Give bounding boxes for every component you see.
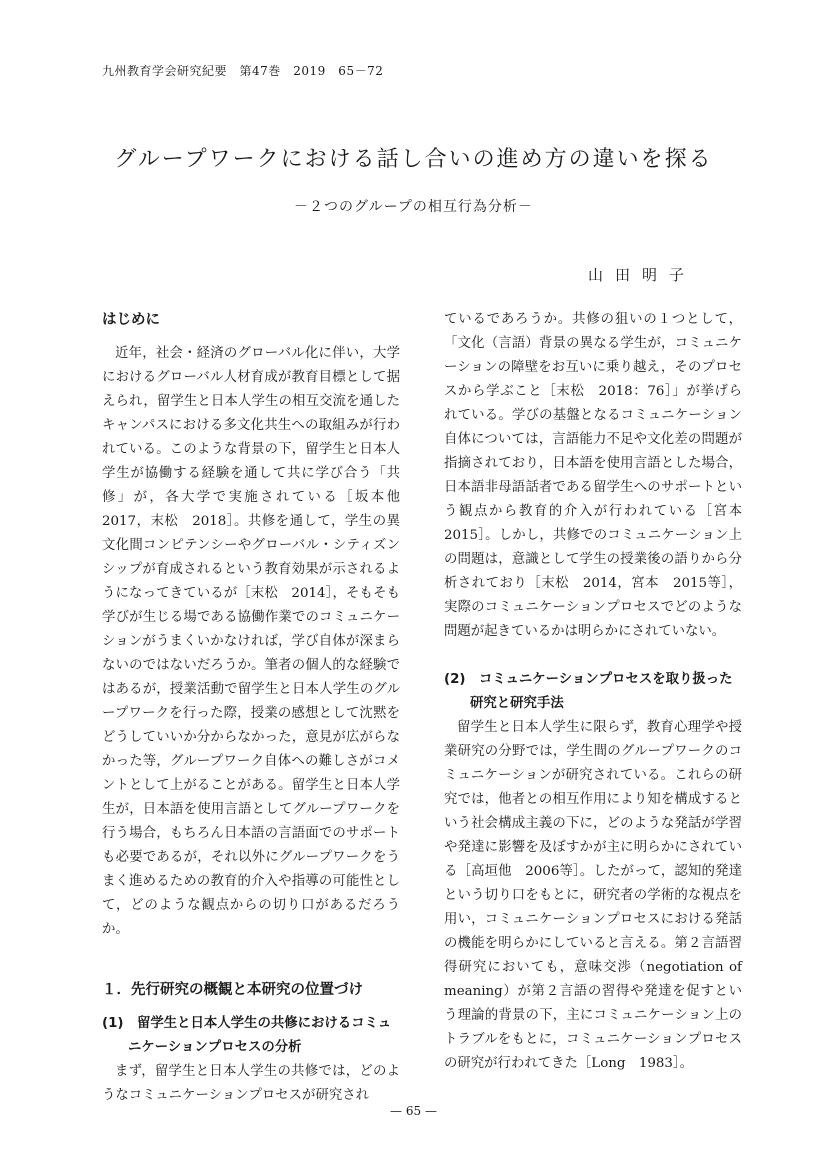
article-title: グループワークにおける話し合いの進め方の違いを探る: [114, 147, 713, 172]
author-name: 山田明子: [588, 266, 697, 284]
right-column: [444, 308, 756, 1076]
subsection1-paragraph: まず，留学生と日本人学生の共修では，どのようなコミュニケーションプロセスが研究され: [102, 1064, 400, 1103]
article-subtitle: －２つのグループの相互行為分析－: [294, 199, 533, 215]
section1-heading: １．先行研究の概観と本研究の位置づけ: [102, 982, 363, 998]
subsection2-paragraph: 留学生と日本人学生に限らず，教育心理学や授業研究の分野では，学生間のグループワークのコミュニケーションが研究されている。これらの研究では，他者との相互作用により知を構成するという社会構成主義の下に，どのような発話が学習や発達に影響を及ぼすかが主に明らかにされている［高垣他 2006等］。したがって，認知的発達という切り口をもとに，研究者の学術的な視点を用い，コミュニケーションプロセスにおける発話の機能を明らかにしていると言える。第２言語習得研究においても，意味交渉（negotiation of meaning）が第２言語の習得や発達を促すという理論的背景の下，主にコミュニケーション上のトラブルをもとに，コミュニケーションプロセスの研究が行われてきた［Long 1983］。: [444, 720, 742, 1071]
page-number: — 65 —: [390, 1104, 437, 1118]
left-column: [102, 308, 414, 1108]
continued-paragraph: ているであろうか。共修の狙いの１つとして，「文化（言語）背景の異なる学生が，コミュニケーションの障壁をお互いに乗り越え，そのプロセスから学ぶこと［末松 2018：76］」が挙げられている。学びの基盤となるコミュニケーション自体については，言語能力不足や文化差の問題が指摘されており，日本語を使用言語とした場合，日本語非母語話者である留学生へのサポートという観点から教育的介入が行われている［宮本 2015］。しかし，共修でのコミュニケーション上の問題は，意識として学生の授業後の語りから分析されており［末松 2014，宮本 2015等］，実際のコミュニケーションプロセスでどのような問題が起きているかは明らかにされていない。: [444, 312, 756, 639]
subsection2-heading: (2) コミュニケーションプロセスを取り扱った研究と研究手法: [444, 672, 733, 711]
subsection1-heading: (1) 留学生と日本人学生の共修におけるコミュニケーションプロセスの分析: [102, 1016, 392, 1055]
journal-header: 九州教育学会研究紀要 第47巻 2019 65－72: [102, 64, 384, 78]
intro-heading: はじめに: [102, 312, 160, 328]
intro-paragraph: 近年，社会・経済のグローバル化に伴い，大学におけるグローバル人材育成が教育目標として据えられ，留学生と日本人学生の相互交流を通したキャンパスにおける多文化共生への取組みが行われている。このような背景の下，留学生と日本人学生が協働する経験を通して共に学び合う「共修」が，各大学で実施されている［坂本他 2017，末松 2018］。共修を通して，学生の異文化間コンピテンシーやグローバル・シティズンシップが育成されるという教育効果が示されるようになってきているが［末松 2014］，そもそも学びが生じる場である協働作業でのコミュニケーションがうまくいかなければ，学び自体が深まらないのではないだろうか。筆者の個人的な経験ではあるが，授業活動で留学生と日本人学生のグループワークを行った際，授業の感想として沈黙をどうしていいか分からなかった，意見が広がらなかった等，グループワーク自体への難しさがコメントとして上がることがある。留学生と日本人学生が，日本語を使用言語としてグループワークを行う場合，もちろん日本語の言語面でのサポートも必要であるが，それ以外にグループワークをうまく進めるための教育的介入や指導の可能性として，どのような観点からの切り口があるだろうか。: [102, 346, 414, 937]
